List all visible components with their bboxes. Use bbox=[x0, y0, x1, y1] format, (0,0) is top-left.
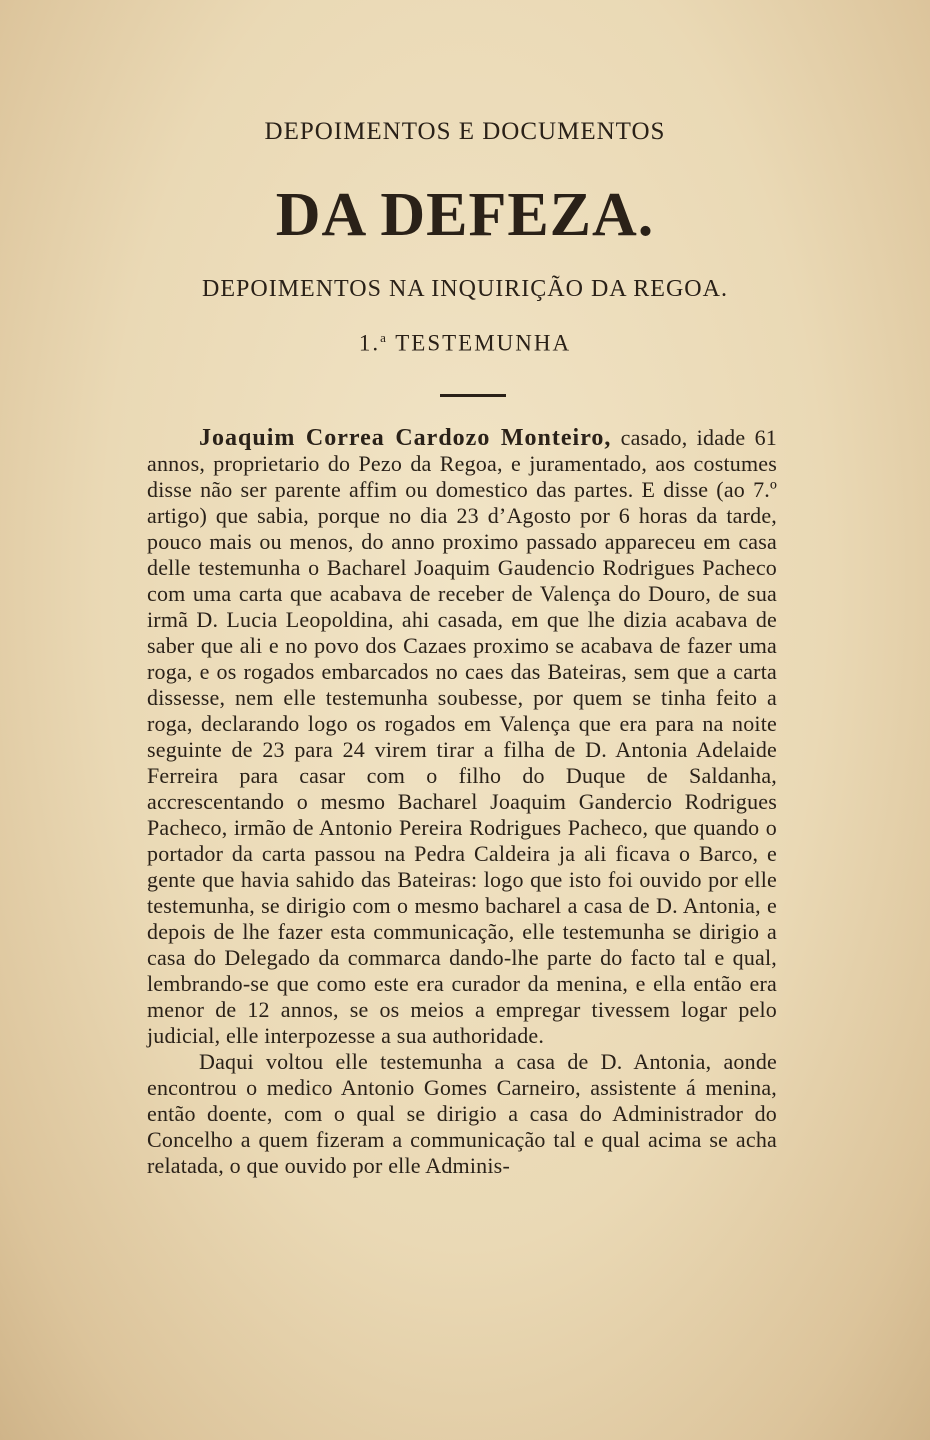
section-heading: DEPOIMENTOS NA INQUIRIÇÃO DA REGOA. bbox=[202, 276, 728, 302]
witness-name: Joaquim Correa Cardozo Monteiro, bbox=[199, 425, 612, 451]
witness-heading bbox=[0, 330, 930, 357]
document-supertitle: DEPOIMENTOS E DOCUMENTOS bbox=[264, 118, 666, 145]
witness-ordinal: a bbox=[380, 330, 388, 345]
document-title: DA DEFEZA. bbox=[275, 181, 655, 249]
section-divider bbox=[440, 394, 506, 397]
paragraph-1 bbox=[147, 425, 777, 1049]
witness-number: 1. bbox=[358, 330, 381, 356]
testimony-body bbox=[147, 425, 777, 1179]
paragraph-2: Daqui voltou elle testemunha a casa de D. Antonia, aonde encontrou o medico Antonio Gomes Carneiro, assistente á menina, então doente, com o qual se dirigio a casa do Administrador do Concelho a quem fizeram a communicação tal e qual acima se acha relatada, o que ouvido por elle Adminis- bbox=[147, 1049, 777, 1178]
witness-label: TESTEMUNHA bbox=[395, 330, 572, 356]
paragraph-1-text: casado, idade 61 annos, proprietario do Pezo da Regoa, e juramentado, aos costumes disse não ser parente affim ou domestico das partes. E disse (ao 7.º artigo) que sabia, porque no dia 23 d’Agosto por 6 horas da tarde, pouco mais ou menos, do anno proximo passado appareceu em casa delle testemunha o Bacharel Joaquim Gaudencio Rodrigues Pacheco com uma carta que acabava de receber de Valença do Douro, de sua irmã D. Lucia Leopoldina, ahi casada, em que lhe dizia acabava de saber que ali e no povo dos Cazaes proximo se acabava de fazer uma roga, e os rogados embarcados no caes das Bateiras, sem que a carta dissesse, nem elle testemunha soubesse, por quem se tinha feito a roga, declarando logo os rogados em Valença que era para na noite seguinte de 23 para 24 virem tirar a filha de D. Antonia Adelaide Ferreira para casar com o filho do Duque de Saldanha, accrescentando o mesmo Bacharel Joaquim Gandercio Rodrigues Pacheco, irmão de Antonio Pereira Rodrigues Pacheco, que quando o portador da carta passou na Pedra Caldeira ja ali ficava o Barco, e gente que havia sahido das Bateiras: logo que isto foi ouvido por elle testemunha, se dirigio com o mesmo bacharel a casa de D. Antonia, e depois de lhe fazer esta communicação, elle testemunha se dirigio a casa do Delegado da commarca dando-lhe parte do facto tal e qual, lembrando-se que como este era curador da menina, e ella então era menor de 12 annos, se os meios a empregar tivessem logar pelo judicial, elle interpozesse a sua authoridade. bbox=[147, 425, 777, 1048]
